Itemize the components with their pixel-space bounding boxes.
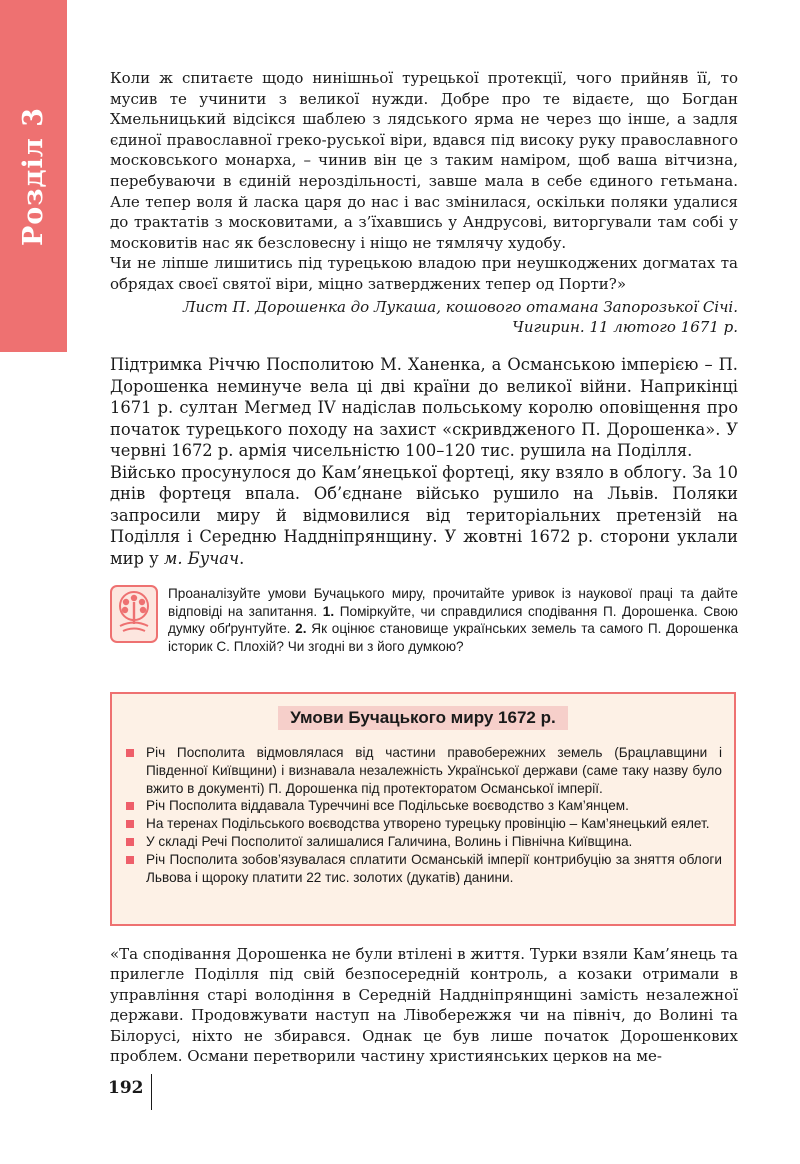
main-paragraph-2-text: Військо просунулося до Кам’янецької фортеці, яку взяло в облогу. За 10 днів фортеця впала. Об’єднане військо рушило на Львів. Поляки запросили миру й відмовилися від територіальних претензій на Поділля і Середню Наддніпрянщину. У жовтні 1672 р. сторони уклали мир у [110, 462, 738, 568]
section-label [0, 0, 67, 352]
peace-terms-title: Умови Бучацького миру 1672 р. [278, 706, 567, 730]
list-item: Річ Посполита відмовлялася від частини правобережних земель (Брацлавщини і Південної Київщини) і визнавала незалежність Української держави (саме таку назву було вжито в документі) П. Дорошенка під протекторатом Османської імперії. [124, 744, 722, 797]
main-paragraph-2-end: . [239, 548, 245, 568]
main-text [110, 354, 738, 569]
letter-source-line-2: Чигирин. 11 лютого 1671 р. [512, 318, 738, 337]
question-2: Як оцінює становище українських земель та самого П. Дорошенка історик С. Плохій? Чи згодні ви з його думкою? [168, 621, 738, 654]
list-item: На теренах Подільського воєводства утворено турецьку провінцію – Кам’янецький еялет. [124, 815, 722, 833]
question-1: Поміркуйте, чи справдилися сподівання П. Дорошенка. Свою думку обґрунтуйте. [168, 603, 738, 637]
task-block [110, 585, 738, 655]
question-1-number: 1. [322, 603, 335, 619]
letter-source-line-1: Лист П. Дорошенка до Лукаша, кошового отамана Запорозької Січі. [182, 297, 738, 316]
list-item: Річ Посполита зобов’язувалася сплатити Османській імперії контрибуцію за зняття облоги Львова і щороку платити 22 тис. золотих (дукатів) данини. [124, 851, 722, 887]
main-paragraph-1: Підтримка Річчю Посполитою М. Ханенка, а Османською імперією – П. Дорошенка неминуче вела ці дві країни до великої війни. Наприкінці 1671 р. султан Мегмед IV надіслав польському королю оповіщення про початок турецького походу на захист «скривдженого П. Дорошенка». У червні 1672 р. армія чисельністю 100–120 тис. рушила на Поділля. [110, 355, 738, 460]
main-paragraph-2 [110, 462, 738, 570]
list-item: У складі Речі Посполитої залишалися Галичина, Волинь і Північна Київщина. [124, 833, 722, 851]
question-2-number: 2. [295, 621, 307, 637]
page-number: 192 [108, 1078, 144, 1098]
task-intro: Проаналізуйте умови Бучацького миру, прочитайте уривок із наукової праці та дайте відповіді на запитання. [168, 586, 738, 619]
section-label-text: Розділ 3 [18, 106, 49, 246]
peace-terms-list [112, 744, 734, 886]
letter-excerpt [110, 68, 738, 338]
letter-paragraph-2: Чи не ліпше лишитись під турецькою владою при неушкоджених догматах та обрядах своєї святої віри, міцно затверджених тепер од Порти?» [110, 254, 738, 293]
plokhy-quote [110, 944, 738, 1066]
page-number-divider [151, 1074, 152, 1110]
tree-emblem-icon [110, 585, 158, 643]
peace-terms-box [110, 692, 736, 926]
letter-source [110, 297, 738, 338]
quote-paragraph: «Та сподівання Дорошенка не були втілені в життя. Турки взяли Кам’янець та прилегле Поділля під свій безпосередній контроль, а козаки отримали в управління старі володіння в Середній Наддніпрянщині замість незалежної держави. Продовжувати наступ на Лівобережжя чи на північ, до Волині та Білорусі, ніхто не збирався. Однак це був лише початок Дорошенкових проблем. Османи перетворили частину християнських церков на ме- [110, 945, 738, 1066]
buchach-place: м. Бучач [163, 548, 240, 568]
list-item: Річ Посполита віддавала Туреччині все Подільське воєводство з Кам’янцем. [124, 797, 722, 815]
letter-paragraph-1: Коли ж спитаєте щодо нинішньої турецької протекції, чого прийняв її, то мусив те учинити з великої нужди. Добре про те відаєте, що Богдан Хмельницький відсікся шаблею з лядського ярма не через що інше, а задля єдиної православної греко-руської віри, вдався під високу руку православного московського монарха, – чинив він це з таким наміром, щоб ваша вітчизна, перебуваючи в єдиній нероздільності, завше мала в себе єдиного гетьмана. Але тепер воля й ласка царя до нас і вас змінилася, оскільки поляки удалися до трактатів з московитами, а з’їхавшись у Андрусові, виторгували там собі у московитів нас як безсловесну і ніщо не тямлячу худобу. [110, 69, 738, 252]
